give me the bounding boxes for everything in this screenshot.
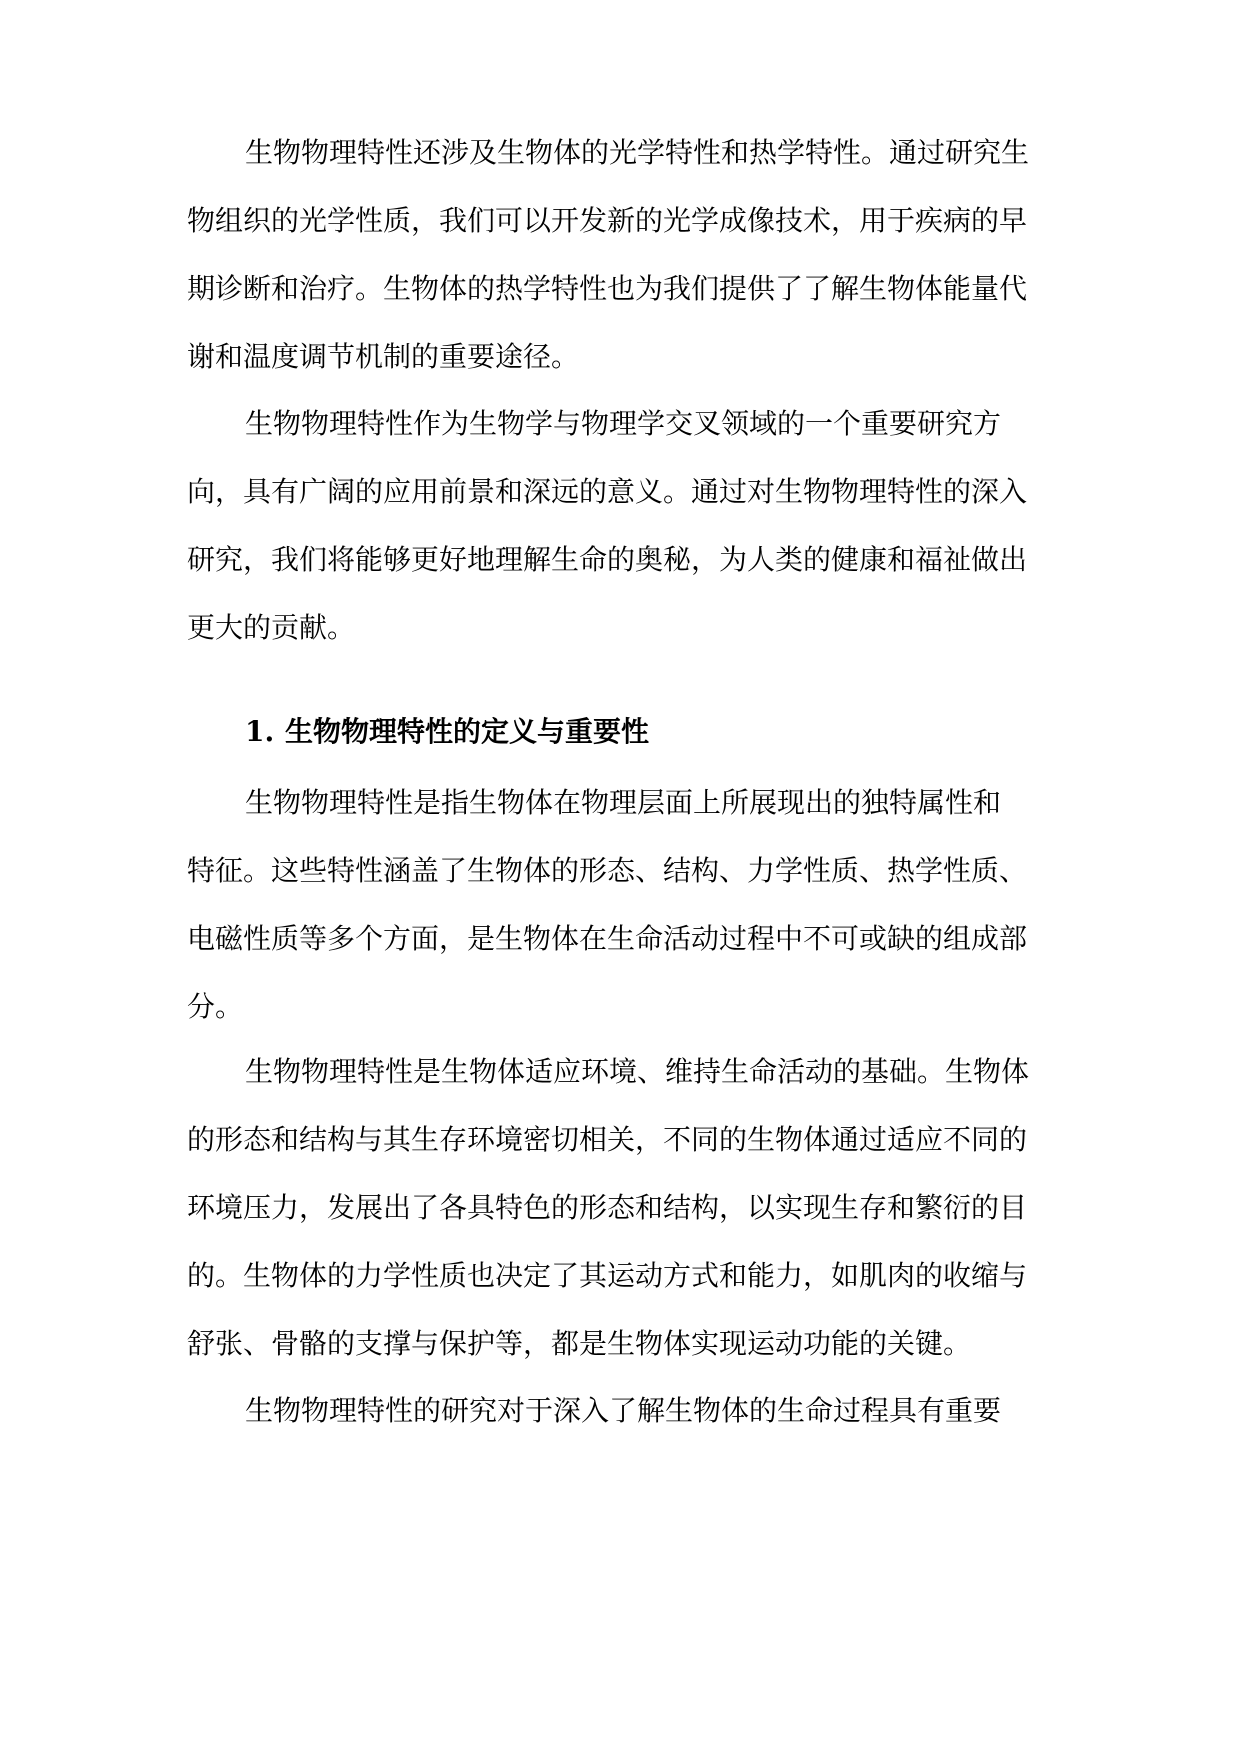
paragraph-line: 更大的贡献。 xyxy=(187,611,356,644)
paragraph-line: 研究，我们将能够更好地理解生命的奥秘，为人类的健康和福祉做出 xyxy=(187,543,1028,576)
paragraph-line: 谢和温度调节机制的重要途径。 xyxy=(187,340,580,373)
paragraph-line: 电磁性质等多个方面，是生物体在生命活动过程中不可或缺的组成部 xyxy=(187,922,1028,955)
paragraph-line: 的形态和结构与其生存环境密切相关，不同的生物体通过适应不同的 xyxy=(187,1123,1028,1156)
paragraph-line: 物组织的光学性质，我们可以开发新的光学成像技术，用于疾病的早 xyxy=(187,204,1028,237)
paragraph-line: 生物物理特性的研究对于深入了解生物体的生命过程具有重要 xyxy=(245,1394,1002,1427)
paragraph-line: 分。 xyxy=(187,990,244,1023)
section-heading xyxy=(245,712,649,752)
paragraph-line: 特征。这些特性涵盖了生物体的形态、结构、力学性质、热学性质、 xyxy=(187,854,1028,887)
paragraph-line: 生物物理特性作为生物学与物理学交叉领域的一个重要研究方 xyxy=(245,407,1002,440)
paragraph-line: 生物物理特性还涉及生物体的光学特性和热学特性。通过研究生 xyxy=(245,136,1030,169)
paragraph-line: 舒张、骨骼的支撑与保护等，都是生物体实现运动功能的关键。 xyxy=(187,1327,972,1360)
paragraph-line: 环境压力，发展出了各具特色的形态和结构，以实现生存和繁衍的目 xyxy=(187,1191,1028,1224)
section-number: 1. xyxy=(245,715,275,748)
paragraph-line: 的。生物体的力学性质也决定了其运动方式和能力，如肌肉的收缩与 xyxy=(187,1259,1028,1292)
paragraph-line: 向，具有广阔的应用前景和深远的意义。通过对生物物理特性的深入 xyxy=(187,475,1028,508)
paragraph-line: 生物物理特性是指生物体在物理层面上所展现出的独特属性和 xyxy=(245,786,1002,819)
paragraph-line: 期诊断和治疗。生物体的热学特性也为我们提供了了解生物体能量代 xyxy=(187,272,1028,305)
section-title: 生物物理特性的定义与重要性 xyxy=(285,715,650,748)
paragraph-line: 生物物理特性是生物体适应环境、维持生命活动的基础。生物体 xyxy=(245,1055,1030,1088)
